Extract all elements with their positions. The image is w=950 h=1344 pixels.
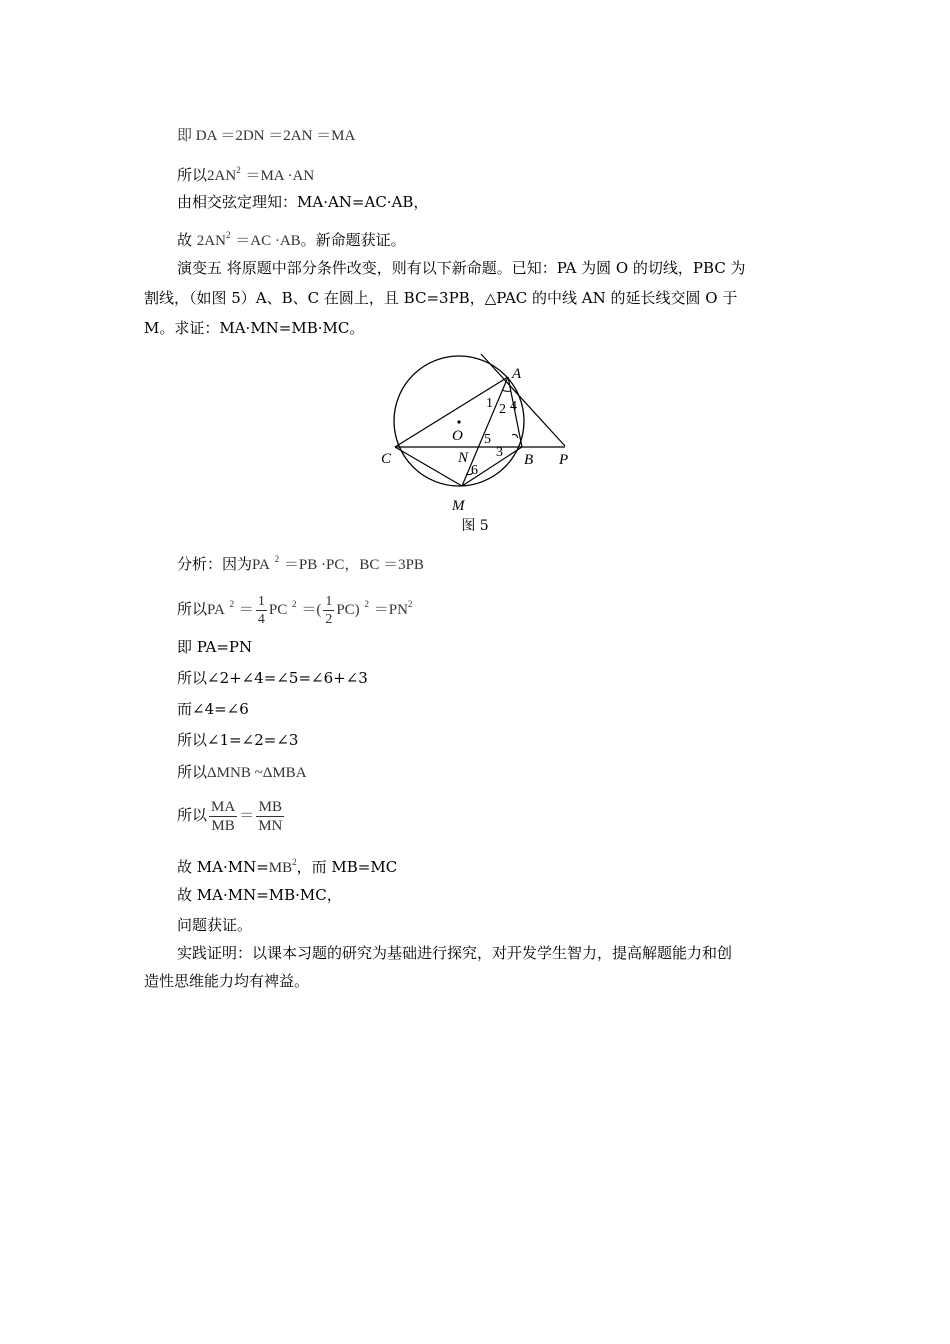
analysis-line-9: 故 $MA\cdot MN=MB^2$，而 MB=MC	[177, 857, 398, 876]
analysis-line-4: 所以∠2+∠4=∠5=∠6+∠3	[177, 669, 368, 687]
fraction-mb-mn: $\frac{MB}{MN}$	[258, 798, 283, 834]
analysis-line-6: 所以∠1=∠2=∠3	[177, 731, 299, 749]
conclusion-line-2: 造性思维能力均有裨益。	[144, 972, 310, 990]
paragraph-1-line-1: 演变五 将原题中部分条件改变，则有以下新命题。已知：PA 为圆 O 的切线，PBC 为	[177, 259, 746, 277]
analysis-line-10: 故 MA·MN=MB·MC，	[177, 886, 342, 904]
analysis-line-1: 分析：因为PA $^2$ ＝PB ·PC，BC ＝3PB	[177, 554, 424, 573]
label-b: B	[524, 452, 534, 468]
fraction-one-quarter: $\frac{1}{4}$	[257, 593, 265, 627]
paragraph-1-line-3: M。求证：MA·MN=MB·MC。	[144, 319, 365, 337]
analysis-line-5: 而∠4=∠6	[177, 700, 249, 718]
segment-cm	[395, 447, 462, 486]
line-1: 即 DA ＝2DN ＝2AN ＝MA	[177, 128, 356, 144]
angle-label-4: 4	[510, 399, 517, 414]
analysis-line-11: 问题获证。	[177, 916, 253, 934]
angle-label-6: 6	[471, 463, 478, 478]
analysis-line-2: 所以PA $^2$ ＝ $\frac{1}{4}$ PC $^2$ ＝( $\frac{1}{2}$ PC) $^2 =PN^2$	[177, 593, 413, 627]
label-c: C	[381, 451, 392, 467]
angle-arc-b	[512, 434, 518, 438]
angle-label-2: 2	[499, 402, 506, 417]
analysis-line-7: 所以ΔMNB ~ΔMBA	[177, 763, 307, 781]
label-n: N	[458, 450, 469, 466]
label-m: M	[452, 498, 465, 512]
fraction-one-half: $\frac{1}{2}$	[325, 593, 333, 627]
figure-caption: 图 5	[461, 518, 489, 534]
label-p: P	[559, 452, 569, 468]
analysis-line-3: 即 PA=PN	[177, 638, 253, 656]
line-4: 故 $2AN^2 =AC \cdot AB$。新命题获证。	[177, 230, 406, 249]
geometry-figure	[378, 350, 578, 512]
conclusion-line-1: 实践证明：以课本习题的研究为基础进行探究，对开发学生智力，提高解题能力和创	[177, 944, 733, 962]
paragraph-1-line-2: 割线，（如图 5）A、B、C 在圆上，且 BC=3PB，△PAC 的中线 AN 的延长线交圆 O 于	[144, 289, 738, 307]
angle-label-1: 1	[486, 396, 493, 411]
line-2: 所以$2AN^2 =MA \cdot AN$	[177, 165, 315, 184]
analysis-line-8: 所以 $\frac{MA}{MB}$ ＝ $\frac{MB}{MN}$	[177, 798, 283, 834]
label-o: O	[452, 428, 463, 444]
fraction-ma-mb: $\frac{MA}{MB}$	[211, 798, 236, 834]
line-3: 由相交弦定理知：MA·AN=AC·AB，	[177, 193, 429, 211]
label-a: A	[512, 366, 522, 382]
angle-label-3: 3	[496, 445, 503, 460]
angle-arc-a	[502, 390, 511, 391]
angle-label-5: 5	[484, 432, 491, 447]
center-dot	[457, 420, 460, 423]
